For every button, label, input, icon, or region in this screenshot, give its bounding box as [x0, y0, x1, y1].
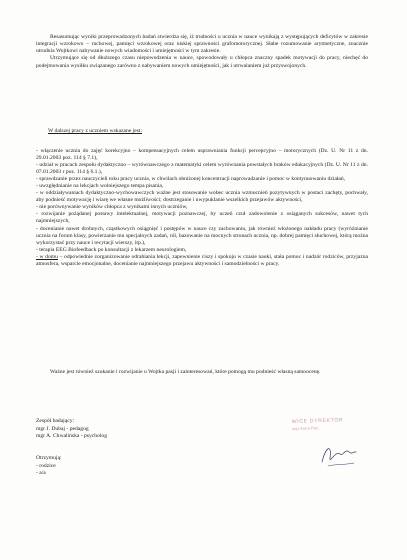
recipient: - rodzice	[36, 462, 56, 469]
team-member: mgr A. Chwalińska - psycholog	[36, 433, 108, 439]
list-item-home	[36, 254, 368, 268]
stamp-title: WICE DYREKTOR	[291, 417, 344, 426]
list-item: - rozwijanie pożądanej postawy intelektualnej, motywacji poznawczej, by uczeń czuł zadowolenie z osiąganych sukcesów, nawet tych najmniejszych,	[36, 211, 368, 225]
official-stamp	[292, 417, 355, 439]
motivation-paragraph: Utrzymujące się od dłuższego czasu niepowodzenia w nauce, spowodowały u chłopca znaczny spadek motywacji do pracy, niechęć do podejmowania wysiłku związanego zarówno z nabywaniem nowych umiejętności, jak i utrwalaniem już przyswojonych.	[36, 55, 368, 69]
list-item: - terapia EEG Biofeedback po konsultacji z lekarzem neurologiem,	[36, 246, 187, 253]
recipients	[36, 455, 61, 478]
list-item: - włączenie ucznia do zajęć korekcyjno – kompensacyjnych celem usprawniania funkcji percepcyjno – motorycznych (Dz. U. Nr 11 z dn. 29.01.2003 poz. 114 § 7.1),	[36, 148, 368, 162]
list-item: - uwzględnianie na lekcjach wolniejszego tempa pisania,	[36, 183, 164, 190]
list-item: - w oddziaływaniach dydaktyczno-wychowawczych ważne jest stosowanie wobec ucznia wzmocnień pozytywnych w postaci zachęty, pochwały, aby podnieść motywację i wiarę we własne możliwości; dostrzeganie i uwypuklanie wszelkich przejawów aktywności,	[36, 190, 368, 204]
list-item: - udział w pracach zespołu dydaktyczno – wyrównawczego z matematyki celem wyrównania powstałych braków edukacyjnych (Dz. U. Nr 11 z dn. 07.01.2003 r poz. 114 § 6.1.),	[36, 162, 368, 176]
examining-team	[36, 418, 107, 441]
summary-paragraph: Resasumując wyniki przeprowadzonych badań stwierdza się, iż trudności u ucznia w nauce wynikają z występujących deficytów w zakresie integracji wzrokowo – ruchowej, pamięci wzrokowej oraz niskiej sprawności grafomotorycznej. Słabe rozumowanie arytmetyczne, znacznie utrudnia Wojtkowi nabywanie nowych wiadomości i umiejętności w tym zakresie.	[36, 34, 368, 55]
closing-paragraph: Ważne jest również szukanie i rozwijanie u Wojtka pasji i zainteresowań, które pomogą mu podnieść własną samoocenę.	[50, 369, 321, 375]
home-lead: - w domu	[36, 253, 58, 260]
recipient: - a/a	[36, 470, 46, 476]
team-label: Zespół badający:	[36, 418, 75, 424]
list-item: - docenianie nawet drobnych, cząstkowych osiągnięć i postępów w nauce czy zachowaniu, jak również włożonego nakładu pracy (wyróżnianie ucznia na forum klasy, powierzanie mu specjalnych zadań, ról, bazowanie na mocnych stronach ucznia, np. dobrej pamięci słuchowej, którą można wykorzystać przy nauce i recytacji wierszy, itp.),	[36, 225, 368, 246]
list-item: - sprawdzanie przez nauczycieli toku pracy ucznia, w chwilach obniżonej koncentracji naprowadzanie i pomoc w kontynuowaniu działań,	[36, 176, 346, 183]
stamp-name: mgr Anna Pac...	[291, 425, 323, 431]
team-member: mgr J. Dubaj - pedagog	[36, 425, 89, 432]
signature	[318, 440, 358, 470]
recommendations-heading: W dalszej pracy z uczniem wskazane jest:	[48, 128, 143, 134]
home-text: – odpowiednie zorganizowanie odrabiania lekcji, zapewnienie ciszy i spokoju w czasie nauki, stała pomoc i nadzór rodziców, przyjazna atmosfera, wsparcie emocjonalne, docenianie najmniejszego przejawu aktywności i samodzielności w pracy.	[36, 253, 368, 267]
recipients-label: Otrzymują:	[36, 455, 62, 461]
recommendations-list	[36, 148, 368, 268]
list-item: - nie porównywanie wyników chłopca z wynikami innych uczniów,	[36, 204, 188, 211]
summary-section	[36, 34, 368, 70]
